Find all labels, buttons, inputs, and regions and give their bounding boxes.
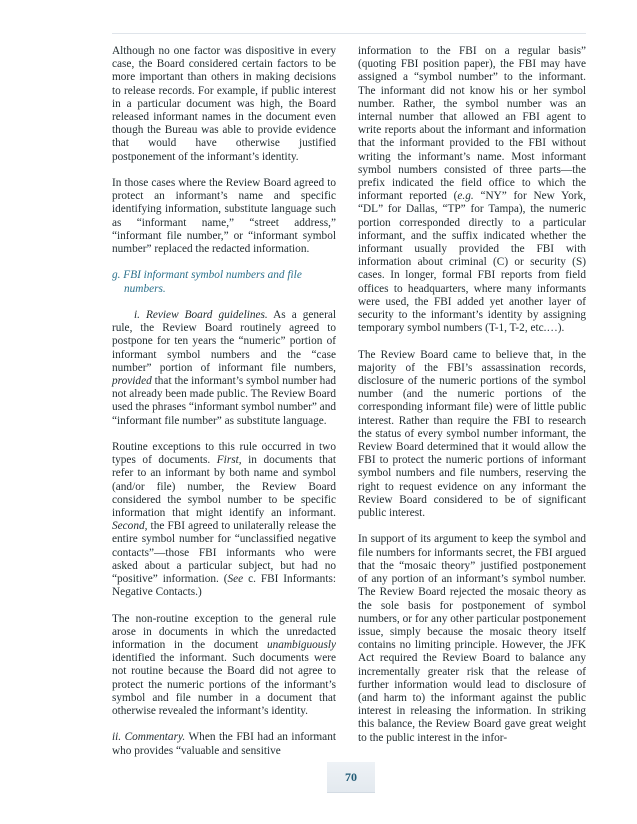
left-column (112, 45, 336, 771)
header-rule (112, 33, 586, 34)
paragraph-dispositive-factors: Although no one factor was dispositive in every case, the Board considered certain factors to be more important than others in making decisions to release records. For example, if public interest in a particular document was high, the Board released informant names in the document even though the Bureau was able to provide evidence that would have otherwise justified postponement of the informant’s identity. (112, 45, 336, 163)
paragraph-non-routine-exception: The non-routine exception to the general rule arose in documents in which the unredacted information in the document unambiguously identified the informant. Such documents were not routine because the Board did not agree to protect the numeric portions of the informant’s symbol and file number in a document that otherwise revealed the informant’s identity. (112, 612, 336, 718)
page-number-box (327, 762, 375, 793)
paragraph-symbol-number-explanation: information to the FBI on a regular basis” (quoting FBI position paper), the FBI may have assigned a “symbol number” to the informant. The informant did not know his or her symbol number. Rather, the symbol number was an internal number that allowed an FBI agent to write reports about the informant and information that the informant provided to the FBI without writing the informant’s name. Most informant symbol numbers consisted of three parts—the prefix indicated the field office to which the informant reported (e.g. “NY” for New York, “DL” for Dallas, “TP” for Tampa), the numeric portion corresponded directly to a particular informant, and the suffix indicated whether the informant usually provided the FBI with information about criminal (C) or security (S) cases. In longer, formal FBI reports from field offices to headquarters, where many informants were used, the FBI added yet another layer of security to the informant’s identity by assigning temporary symbol numbers (T-1, T-2, etc.…). (358, 45, 586, 335)
subheading-guidelines: i. Review Board guidelines. (134, 309, 268, 322)
right-column (358, 45, 586, 758)
paragraph-routine-exceptions: Routine exceptions to this rule occurred in two types of documents. First, in documents that refer to an informant by both name and symbol (and/or file) number, the Review Board considered the symbol number to be specific information that might identify an informant. Second, the FBI agreed to unilaterally release the entire symbol number for “unclassified negative contacts”—those FBI informants who were asked about a particular subject, but had no “positive” information. (See c. FBI Informants: Negative Contacts.) (112, 441, 336, 599)
paragraph-public-interest: The Review Board came to believe that, in the majority of the FBI’s assassination records, disclosure of the numeric portions of the symbol number (and the numeric portions of the corresponding informant file) were of little public interest. Rather than require the FBI to research the status of every symbol number informant, the Review Board determined that it would allow the FBI to protect the numeric portions of informant symbol numbers and file numbers, reserving the right to request evidence on any informant the Review Board considered to be of significant public interest. (358, 348, 586, 520)
subheading-commentary: ii. Commentary. (112, 731, 186, 744)
paragraph-commentary: ii. Commentary. When the FBI had an informant who provides “valuable and sensitive (112, 731, 336, 757)
paragraph-mosaic-theory: In support of its argument to keep the symbol and file numbers for informants secret, the FBI argued that the “mosaic theory” justified postponement of any portion of an informant’s symbol number. The Review Board rejected the mosaic theory as the sole basis for postponement of symbol numbers, or for any other particular postponement issue, simply because the mosaic theory itself contains no limiting principle. However, the JFK Act required the Review Board to balance any incrementally greater risk that the release of further information would lead to disclosure of (and harm to) the informant against the public interest in releasing the information. In striking this balance, the Review Board gave great weight to the public interest in the infor- (358, 533, 586, 744)
section-heading-symbol-numbers: g. FBI informant symbol numbers and file numbers. (112, 269, 302, 295)
paragraph-review-board-guidelines: i. Review Board guidelines. As a general rule, the Review Board routinely agreed to postpone for ten years the “numeric” portion of informant symbol numbers and the “case number” portion of informant file numbers, provided that the informant’s symbol number had not already been made public. The Review Board used the phrases “informant symbol number” and “informant file number” as substitute language. (112, 309, 336, 427)
page-number: 70 (345, 769, 357, 784)
paragraph-substitute-language: In those cases where the Review Board agreed to protect an informant’s name and specific identifying information, substitute language such as “informant name,” “street address,” “informant file number,” or “informant symbol number” replaced the redacted information. (112, 177, 336, 256)
